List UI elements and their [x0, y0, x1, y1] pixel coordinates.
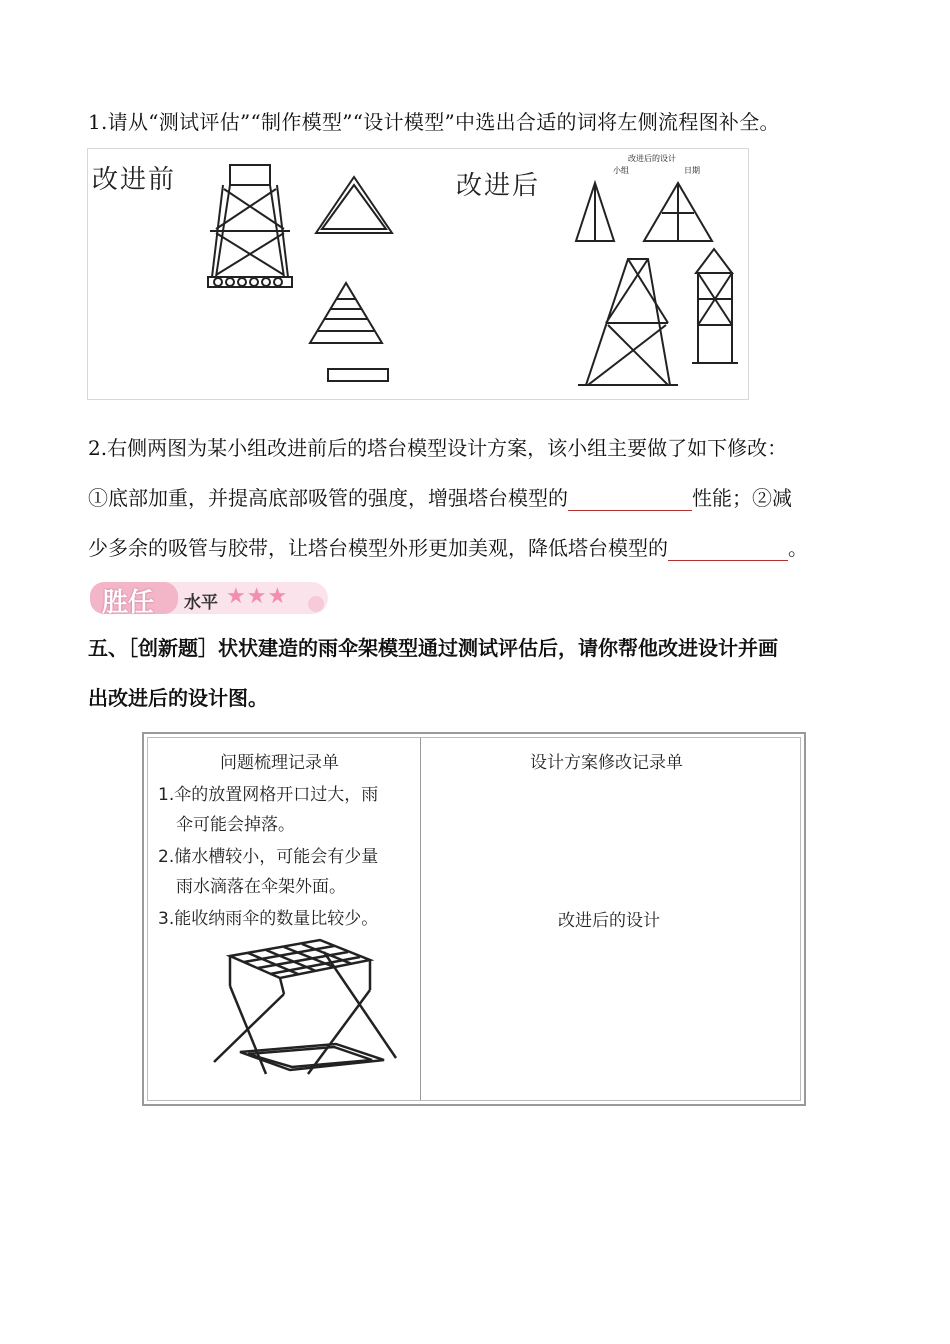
after-tower-sketch — [576, 183, 738, 385]
question-5-line1: 五、［创新题］状状建造的雨伞架模型通过测试评估后，请你帮他改进设计并画 — [88, 636, 778, 660]
question-2-line2 — [88, 482, 792, 511]
badge-main-text: 胜任 — [102, 588, 155, 618]
after-title: 改进后的设计 — [628, 154, 676, 163]
column-divider — [420, 738, 421, 1100]
question-2-line3 — [88, 532, 808, 561]
right-column-header: 设计方案修改记录单 — [530, 753, 683, 773]
after-sub-right: 日期 — [684, 166, 700, 175]
question-2-line2-b: 性能；②减 — [692, 486, 792, 510]
umbrella-stand-sketch — [200, 934, 400, 1084]
answer-blank-1[interactable] — [568, 486, 692, 511]
badge-sub-text: 水平 — [184, 593, 218, 613]
tower-sketches — [88, 149, 748, 399]
tower-design-figure — [87, 148, 749, 400]
question-2-line2-a: ①底部加重，并提高底部吸管的强度，增强塔台模型的 — [88, 486, 568, 510]
problem-item: 3.能收纳雨伞的数量比较少。 — [158, 909, 379, 929]
question-5-line2: 出改进后的设计图。 — [88, 686, 268, 710]
badge-stars: ★★★ — [226, 584, 289, 609]
before-label: 改进前 — [92, 165, 177, 195]
record-table-inner — [147, 737, 801, 1101]
after-label: 改进后 — [456, 171, 541, 201]
problem-item: 伞可能会掉落。 — [176, 815, 295, 835]
problem-item: 2.储水槽较小，可能会有少量 — [158, 847, 379, 867]
record-table — [142, 732, 806, 1106]
question-1: 1.请从“测试评估”“制作模型”“设计模型”中选出合适的词将左侧流程图补全。 — [88, 110, 780, 134]
problem-item: 1.伞的放置网格开口过大，雨 — [158, 785, 379, 805]
before-tower-sketch — [208, 165, 392, 381]
answer-blank-2[interactable] — [668, 536, 788, 561]
question-2-line3-b: 。 — [788, 536, 808, 560]
problem-item: 雨水滴落在伞架外面。 — [176, 877, 346, 897]
improved-design-label: 改进后的设计 — [558, 911, 660, 931]
question-2-line1: 2.右侧两图为某小组改进前后的塔台模型设计方案，该小组主要做了如下修改： — [88, 436, 788, 460]
after-sub-left: 小组 — [613, 166, 629, 175]
level-badge — [88, 578, 332, 618]
question-2-line3-a: 少多余的吸管与胶带，让塔台模型外形更加美观，降低塔台模型的 — [88, 536, 668, 560]
left-column-header: 问题梳理记录单 — [220, 753, 339, 773]
